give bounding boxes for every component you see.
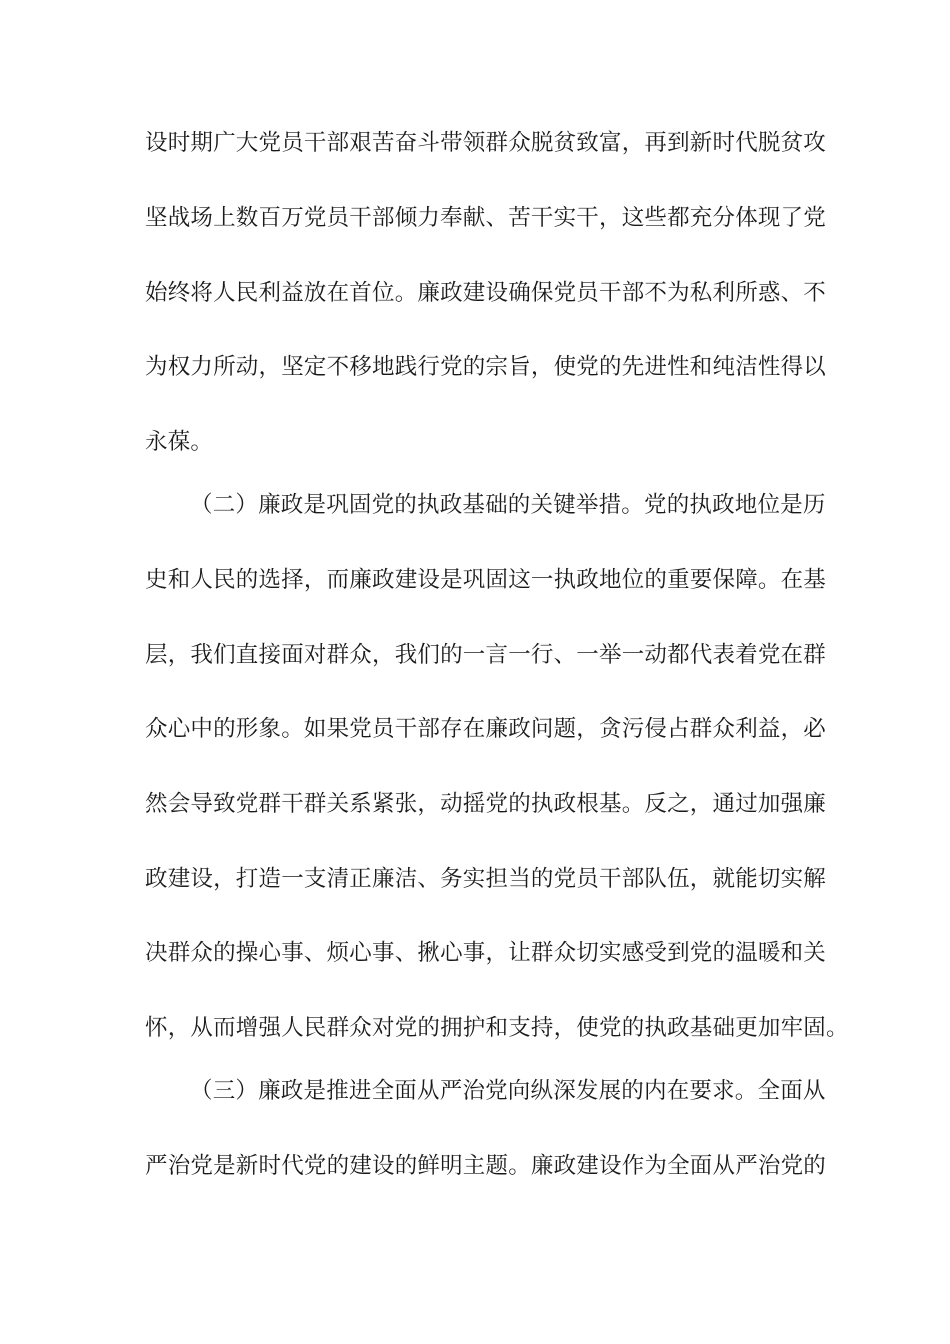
text-line: 众心中的形象。如果党员干部存在廉政问题，贪污侵占群众利益，必 xyxy=(145,716,827,742)
text-line: 怀，从而增强人民群众对党的拥护和支持，使党的执政基础更加牢固。 xyxy=(145,1015,849,1041)
text-line: 严治党是新时代党的建设的鲜明主题。廉政建设作为全面从严治党的 xyxy=(145,1153,827,1179)
text-line: 坚战场上数百万党员干部倾力奉献、苦干实干，这些都充分体现了党 xyxy=(145,205,827,231)
text-line: 决群众的操心事、烦心事、揪心事，让群众切实感受到党的温暖和关 xyxy=(145,940,827,966)
text-line: 设时期广大党员干部艰苦奋斗带领群众脱贫致富，再到新时代脱贫攻 xyxy=(145,130,827,156)
text-line: 为权力所动，坚定不移地践行党的宗旨，使党的先进性和纯洁性得以 xyxy=(145,354,827,380)
text-line: 始终将人民利益放在首位。廉政建设确保党员干部不为私利所惑、不 xyxy=(145,280,827,306)
text-line: 永葆。 xyxy=(145,429,214,455)
text-line: 史和人民的选择，而廉政建设是巩固这一执政地位的重要保障。在基 xyxy=(145,567,827,593)
paragraph-heading: （二）廉政是巩固党的执政基础的关键举措。党的执政地位是历 xyxy=(190,492,826,518)
text-line: 然会导致党群干群关系紧张，动摇党的执政根基。反之，通过加强廉 xyxy=(145,791,827,817)
paragraph-heading: （三）廉政是推进全面从严治党向纵深发展的内在要求。全面从 xyxy=(190,1078,826,1104)
text-line: 层，我们直接面对群众，我们的一言一行、一举一动都代表着党在群 xyxy=(145,642,827,668)
text-line: 政建设，打造一支清正廉洁、务实担当的党员干部队伍，就能切实解 xyxy=(145,866,827,892)
